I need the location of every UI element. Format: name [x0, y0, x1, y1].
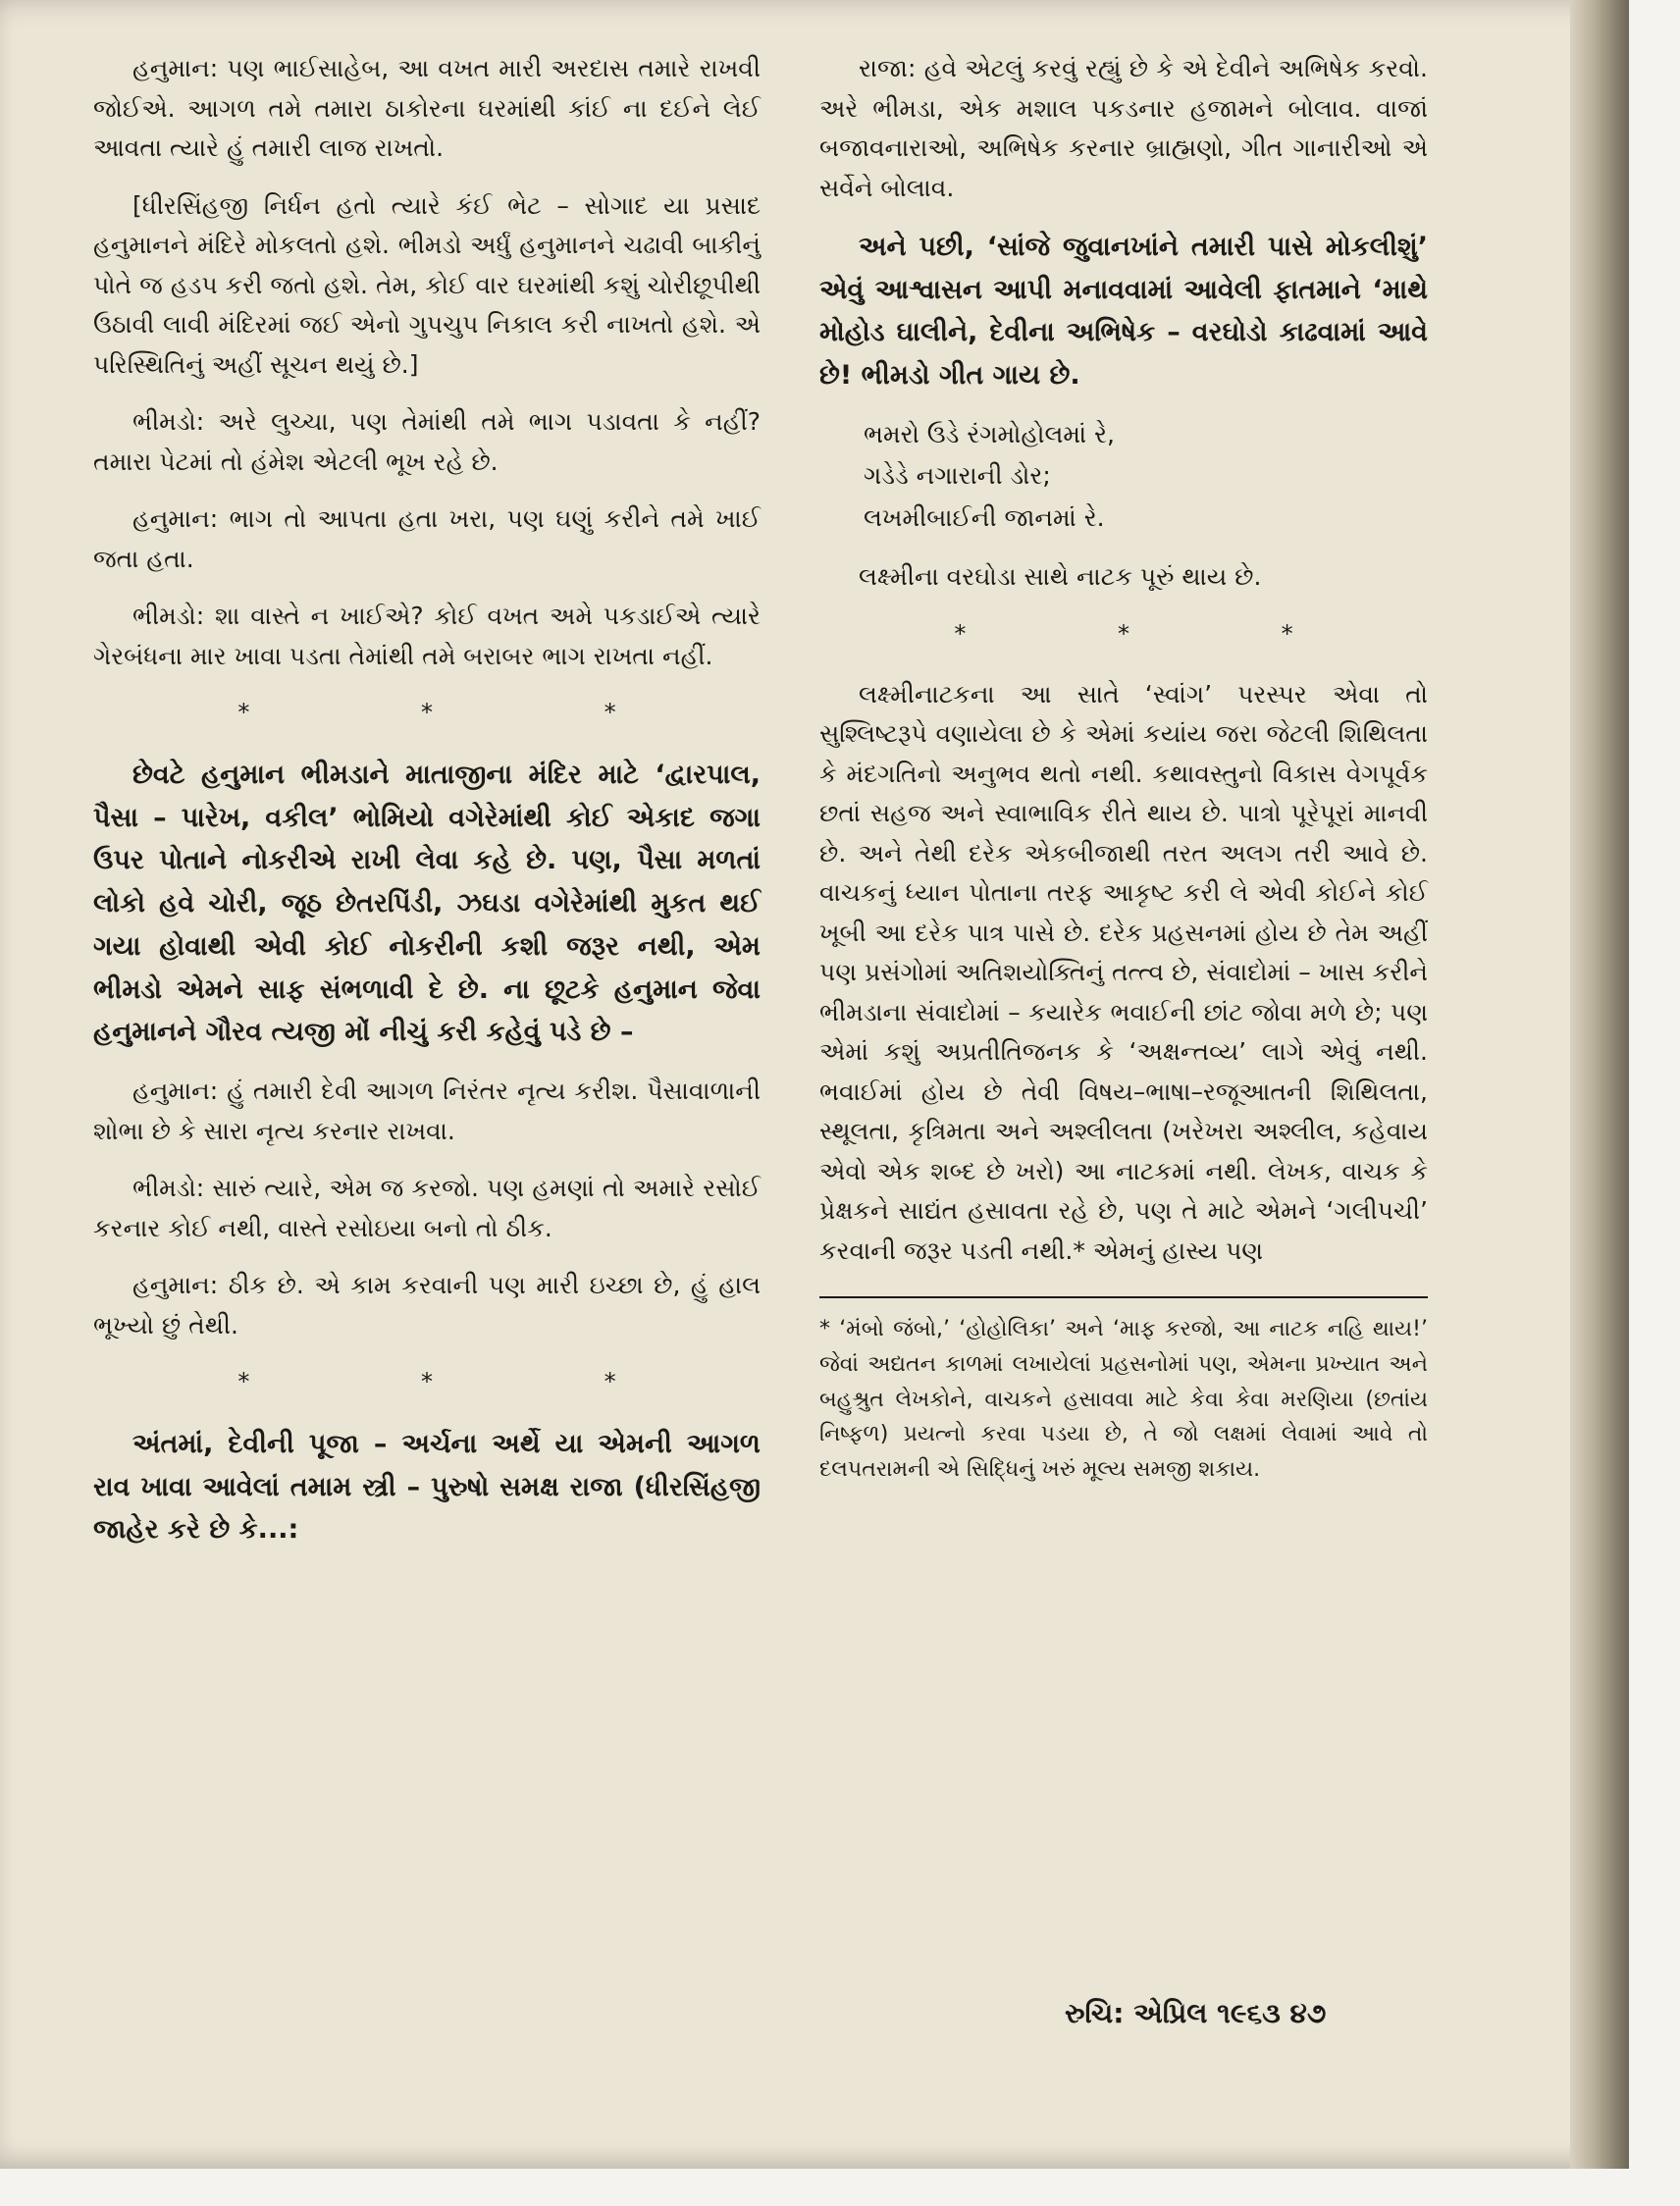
- verse-line: ભમરો ઉડે રંગમોહોલમાં રે,: [864, 419, 1115, 448]
- procession-paragraph: અને પછી, ‘સાંજે જુવાનખાંને તમારી પાસે મોકલીશું’ એવું આશ્વાસન આપી મનાવવામાં આવેલી ફાતમાને ‘માથે મોહોડ ઘાલીને, દેવીના અભિષેક – વરઘોડો કાઢવામાં આવે છે! ભીમડો ગીત ગાય છે.: [819, 232, 1428, 392]
- section-divider-3: * * *: [954, 619, 1293, 648]
- dialogue-hanuman-2: હનુમાન: ભાગ તો આપતા હતા ખરા, પણ ઘણું કરીને તમે ખાઈ જતા હતા.: [93, 504, 761, 573]
- book-spine: [1570, 0, 1629, 2169]
- dialogue-bhimdo-2: ભીમડો: શા વાસ્તે ન ખાઈએ? કોઈ વખત અમે પકડાઈએ ત્યારે ગેરબંધના માર ખાવા પડતા તેમાંથી તમે બરાબર ભાગ રાખતા નહીં.: [93, 602, 761, 670]
- page-folio: રુચિ: એપ્રિલ ૧૯૬૩ ૪૭: [1065, 1997, 1327, 2029]
- play-ending: લક્ષ્મીના વરઘોડા સાથે નાટક પૂરું થાય છે.: [859, 562, 1262, 592]
- right-column: [819, 49, 1428, 1504]
- narrative-paragraph: છેવટે હનુમાન ભીમડાને માતાજીના મંદિર માટે ‘દ્વારપાલ, પૈસા – પારેખ, વકીલ’ ભોમિયો વગેરેમાંથી કોઈ એકાદ જગા ઉપર પોતાને નોકરીએ રાખી લેવા કહે છે. પણ, પૈસા મળતાં લોકો હવે ચોરી, જૂઠ છેતરપિંડી, ઝઘડા વગેરેમાંથી મુકત થઈ ગયા હોવાથી એવી કોઈ નોકરીની કશી જરૂર નથી, એમ ભીમડો એમને સાફ સંભળાવી દે છે. ના છૂટકે હનુમાન જેવા હનુમાનને ગૌરવ ત્યજી મોં નીચું કરી કહેવું પડે છે –: [93, 759, 761, 1048]
- footnote: * ‘મંબો જંબો,’ ‘હોહોલિકા’ અને ‘માફ કરજો, આ નાટક નહિ થાય!’ જેવાં અદ્યતન કાળમાં લખાયેલાં પ્રહસનોમાં પણ, એમના પ્રખ્યાત અને બહુશ્રુત લેખકોને, વાચકને હસાવવા માટે કેવા કેવા મરણિયા (છતાંય નિષ્ફળ) પ્રયત્નો કરવા પડયા છે, તે જો લક્ષમાં લેવામાં આવે તો દલપતરામની એ સિદ્ધિનું ખરું મૂલ્ય સમજી શકાય.: [819, 1317, 1428, 1482]
- song-verse: [864, 415, 1428, 539]
- dialogue-bhimdo-3: ભીમડો: સારું ત્યારે, એમ જ કરજો. પણ હમણાં તો અમારે રસોઈ કરનાર કોઈ નથી, વાસ્તે રસોઇયા બનો તો ઠીક.: [93, 1174, 761, 1242]
- section-divider-1: * * *: [237, 699, 616, 726]
- closing-paragraph: અંતમાં, દેવીની પૂજા – અર્ચના અર્થે યા એમની આગળ રાવ ખાવા આવેલાં તમામ સ્ત્રી – પુરુષો સમક્ષ રાજા (ધીરસિંહજી જાહેર કરે છે કે...:: [93, 1428, 761, 1546]
- verse-line: ગડેડે નગારાની ડોર;: [864, 461, 1051, 491]
- section-divider-2: * * *: [237, 1368, 616, 1396]
- dialogue-hanuman-1: હનુમાન: પણ ભાઈસાહેબ, આ વખત મારી અરદાસ તમારે રાખવી જોઈએ. આગળ તમે તમારા ઠાકોરના ઘરમાંથી કાંઈ ના દઈને લેઈ આવતા ત્યારે હું તમારી લાજ રાખતો.: [93, 54, 761, 162]
- left-column: [93, 49, 761, 1569]
- dialogue-hanuman-3: હનુમાન: હું તમારી દેવી આગળ નિરંતર નૃત્ય કરીશ. પૈસાવાળાની શોભા છે કે સારા નૃત્ય કરનાર રાખવા.: [93, 1077, 761, 1145]
- editorial-note: [ધીરસિંહજી નિર્ધન હતો ત્યારે કંઈ ભેટ – સોગાદ યા પ્રસાદ હનુમાનને મંદિરે મોકલતો હશે. ભીમડો અર્ધું હનુમાનને ચઢાવી બાકીનું પોતે જ હડપ કરી જતો હશે. તેમ, કોઈ વાર ઘરમાંથી કશું ચોરીછૂપીથી ઉઠાવી લાવી મંદિરમાં જઈ એનો ગુપચુપ નિકાલ કરી નાખતો હશે. એ પરિસ્થિતિનું અહીં સૂચન થયું છે.]: [93, 190, 761, 379]
- verse-line: લખમીબાઈની જાનમાં રે.: [864, 502, 1105, 532]
- dialogue-raja: રાજા: હવે એટલું કરવું રહ્યું છે કે એ દેવીને અભિષેક કરવો. અરે ભીમડા, એક મશાલ પકડનાર હજામને બોલાવ. વાજાં બજાવનારાઓ, અભિષેક કરનાર બ્રાહ્મણો, ગીત ગાનારીઓ એ સર્વેને બોલાવ.: [819, 54, 1428, 202]
- dialogue-bhimdo-1: ભીમડો: અરે લુચ્ચા, પણ તેમાંથી તમે ભાગ પડાવતા કે નહીં? તમારા પેટમાં તો હંમેશ એટલી ભૂખ રહે છે.: [93, 407, 761, 476]
- dialogue-hanuman-4: હનુમાન: ઠીક છે. એ કામ કરવાની પણ મારી ઇચ્છા છે, હું હાલ ભૂખ્યો છું તેથી.: [93, 1271, 761, 1339]
- footnote-rule: [819, 1296, 1428, 1298]
- critique-paragraph: લક્ષ્મીનાટકના આ સાતે ‘સ્વાંગ’ પરસ્પર એવા તો સુશ્લિષ્ટરૂપે વણાયેલા છે કે એમાં કયાંય જરા જેટલી શિથિલતા કે મંદગતિનો અનુભવ થતો નથી. કથાવસ્તુનો વિકાસ વેગપૂર્વક છતાં સહજ અને સ્વાભાવિક રીતે થાય છે. પાત્રો પૂરેપૂરાં માનવી છે. અને તેથી દરેક એકબીજાથી તરત અલગ તરી આવે છે. વાચકનું ધ્યાન પોતાના તરફ આકૃષ્ટ કરી લે એવી કોઈને કોઈ ખૂબી આ દરેક પાત્ર પાસે છે. દરેક પ્રહસનમાં હોય છે તેમ અહીં પણ પ્રસંગોમાં અતિશયોક્તિનું તત્ત્વ છે, સંવાદોમાં – ખાસ કરીને ભીમડાના સંવાદોમાં – કયારેક ભવાઈની છાંટ જોવા મળે છે; પણ એમાં કશું અપ્રતીતિજનક કે ‘અક્ષન્તવ્ય’ લાગે એવું નથી. ભવાઈમાં હોય છે તેવી વિષય–ભાષા–રજૂઆતની શિથિલતા, સ્થૂલતા, કૃત્રિમતા અને અશ્લીલતા (ખરેખરા અશ્લીલ, કહેવાય એવો એક શબ્દ છે ખરો) આ નાટકમાં નથી. લેખક, વાચક કે પ્રેક્ષકને સાદ્યંત હસાવતા રહે છે, પણ તે માટે એમને ‘ગલીપચી’ કરવાની જરૂર પડતી નથી.* એમનું હાસ્ય પણ: [819, 679, 1428, 1265]
